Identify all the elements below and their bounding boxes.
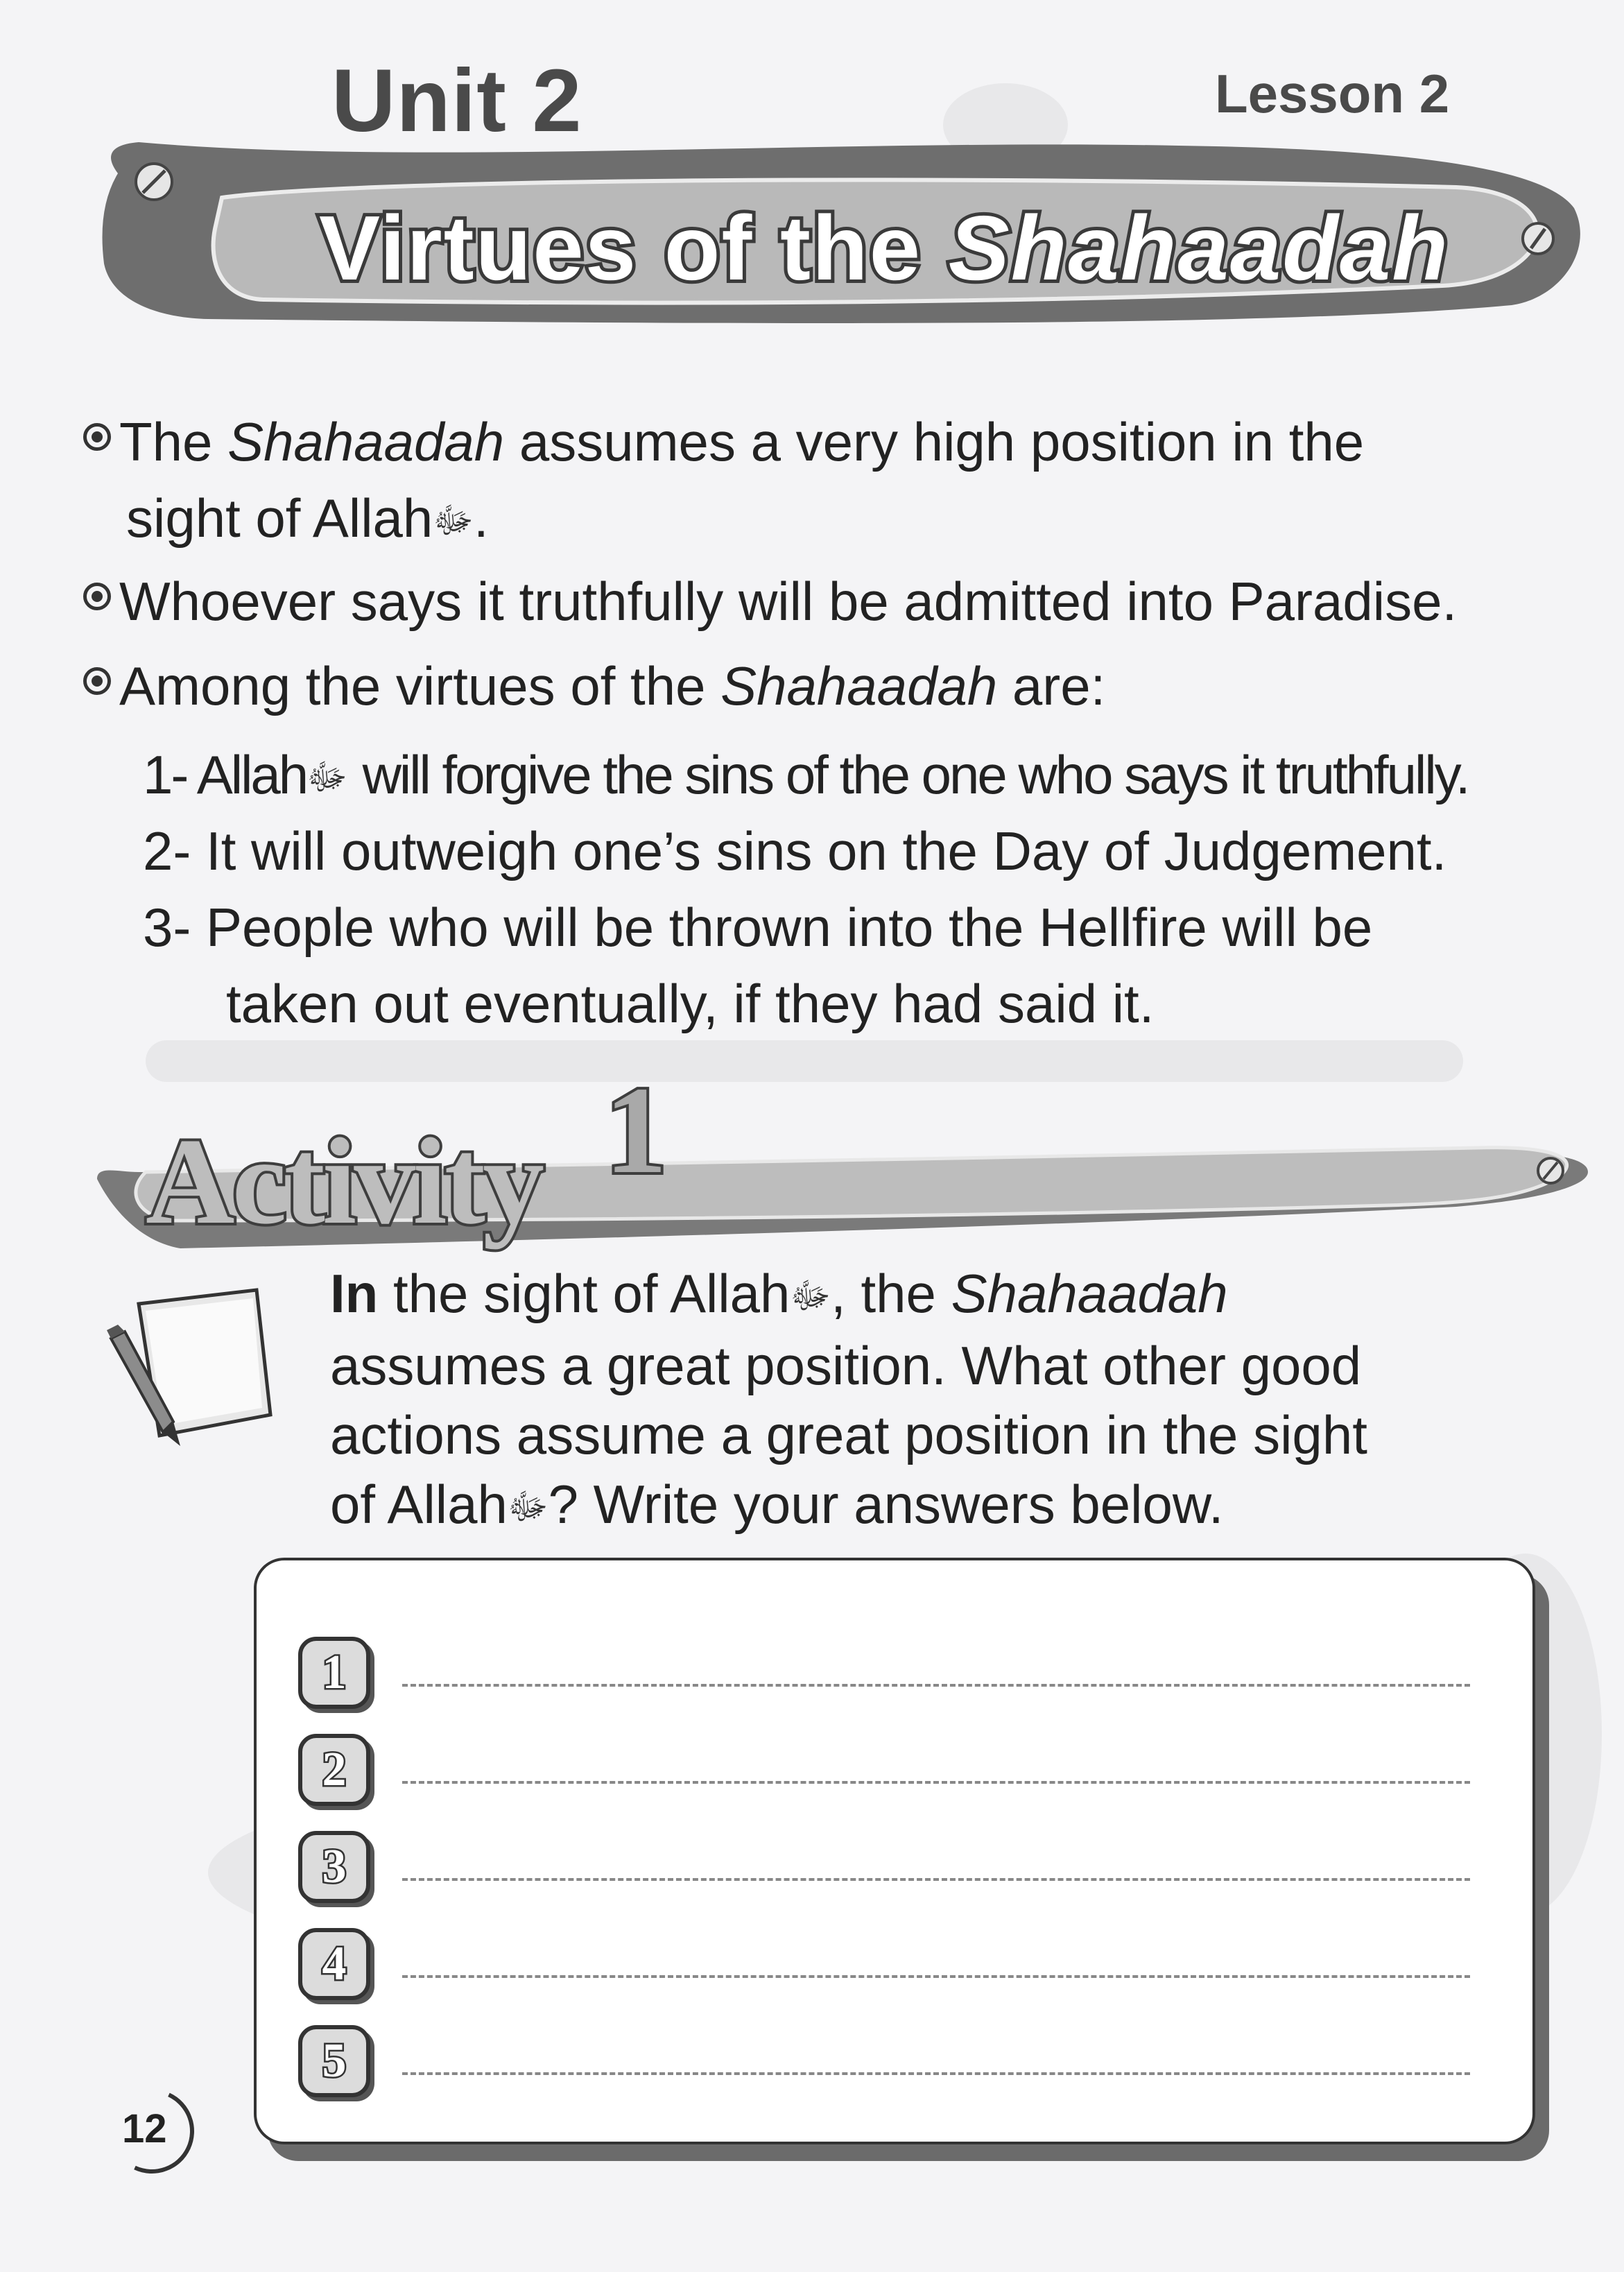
answer-line[interactable]: [402, 2072, 1470, 2075]
answer-line[interactable]: [402, 1781, 1470, 1784]
instruction-bold: In: [330, 1263, 379, 1324]
answer-number-badge: 4: [298, 1928, 370, 2000]
bullet-text: are:: [997, 655, 1106, 716]
activity-number: 1: [605, 1061, 667, 1199]
bullet-text-italic: Shahaadah: [720, 655, 998, 716]
instruction-italic: Shahaadah: [951, 1263, 1228, 1324]
lesson-label: Lesson 2: [1215, 63, 1450, 124]
honorific-glyph: ﷻ: [306, 757, 347, 798]
bullet-text: sight of Allah: [126, 488, 433, 549]
virtue-text: It will outweigh one’s sins on the Day of Judgement.: [206, 820, 1447, 881]
answer-number-badge: 5: [298, 2025, 370, 2097]
instruction-text: of Allah: [330, 1474, 508, 1535]
instruction-text: assumes a great position. What other good: [330, 1335, 1362, 1396]
answer-line[interactable]: [402, 1878, 1470, 1881]
virtue-text: will forgive the sins of the one who says it truthfully.: [362, 744, 1469, 805]
bullet-text: assumes a very high position in the: [504, 411, 1365, 472]
screw-icon: [1538, 1158, 1563, 1183]
bullet-text: .: [474, 488, 489, 549]
bullet-text: Whoever says it truthfully will be admitted into Paradise.: [119, 571, 1458, 632]
lesson-title-plain: Virtues of the: [319, 197, 949, 299]
answer-number-badge: 1: [298, 1637, 370, 1709]
bullet-text: Among the virtues of the: [119, 655, 721, 716]
page-number: 12: [122, 2106, 167, 2151]
virtue-number: 3-: [143, 897, 191, 958]
honorific-glyph: ﷻ: [507, 1486, 548, 1528]
instruction-text: actions assume a great position in the sight: [330, 1404, 1367, 1465]
answer-row: [298, 1637, 1491, 1713]
instruction-text: ? Write your answers below.: [548, 1474, 1224, 1535]
honorific-glyph: ﷻ: [790, 1275, 831, 1317]
virtue-text: People who will be thrown into the Hellfire will be: [206, 897, 1373, 958]
answer-row: [298, 1734, 1491, 1810]
answer-line[interactable]: [402, 1975, 1470, 1978]
answer-row: [298, 2025, 1491, 2101]
pencil-paper-icon: [97, 1276, 305, 1456]
answer-box: [254, 1558, 1535, 2144]
lesson-title-italic: Shahaadah: [948, 197, 1449, 299]
activity-instruction: [330, 1259, 1550, 1542]
virtue-text: taken out eventually, if they had said it.: [226, 973, 1155, 1034]
bullet-text-italic: Shahaadah: [227, 411, 505, 472]
answer-line[interactable]: [402, 1684, 1470, 1687]
honorific-glyph: ﷻ: [433, 500, 474, 542]
instruction-text: the sight of Allah: [378, 1263, 791, 1324]
answer-number-badge: 3: [298, 1831, 370, 1903]
answer-row: [298, 1928, 1491, 2004]
virtue-number: 1-: [143, 744, 187, 805]
activity-heading: Activity: [146, 1112, 542, 1250]
virtue-number: 2-: [143, 820, 191, 881]
answer-row: [298, 1831, 1491, 1907]
answer-number-badge: 2: [298, 1734, 370, 1806]
unit-title: Unit 2: [331, 51, 582, 150]
virtue-text: Allah: [196, 744, 307, 805]
bullet-text: The: [119, 411, 228, 472]
instruction-text: , the: [831, 1263, 951, 1324]
